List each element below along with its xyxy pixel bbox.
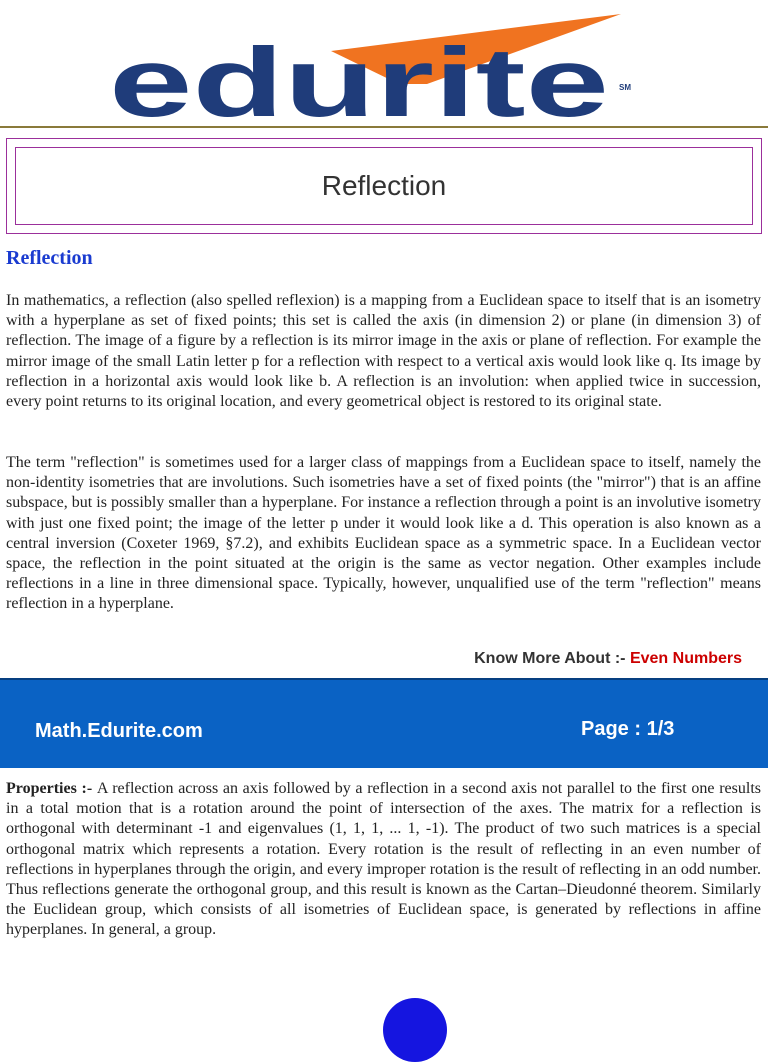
- even-numbers-link[interactable]: Even Numbers: [629, 650, 742, 667]
- paragraph-properties: [6, 779, 761, 941]
- properties-label: Properties :-: [6, 780, 97, 797]
- logo-service-mark: SM: [619, 83, 631, 92]
- paragraph-term-usage: The term "reflection" is sometimes used for a larger class of mappings from a Euclidean space to itself, namely the non-identity isometries that are involutions. Such isometries have a set of fixed points (the "mirror") that is an affine subspace, but is possibly smaller than a hyperplane. For instance a reflection through a point is an involutive isometry with just one fixed point; the image of the letter p under it would look like a d. This operation is also known as a central inversion (Coxeter 1969, §7.2), and exhibits Euclidean space as a symmetric space. In a Euclidean vector space, the reflection in the point situated at the origin is the same as vector negation. Other examples include reflections in a line in three dimensional space. Typically, however, unqualified use of the term "reflection" means reflection in a hyperplane.: [6, 454, 761, 613]
- know-more-label: Know More About :-: [474, 650, 630, 667]
- section-heading: Reflection: [6, 247, 93, 269]
- edurite-logo-graphic: [109, 6, 647, 124]
- header-divider: [0, 126, 768, 128]
- logo-wordmark: edurite: [109, 27, 609, 124]
- edurite-logo[interactable]: [109, 6, 647, 124]
- title-box: [6, 138, 762, 234]
- page-title: Reflection: [321, 170, 447, 201]
- blue-circle-decoration: [383, 998, 447, 1062]
- know-more: [474, 650, 742, 668]
- site-name[interactable]: Math.Edurite.com: [35, 720, 203, 742]
- page-number: Page : 1/3: [581, 718, 675, 740]
- page-banner: [0, 678, 768, 768]
- properties-text: A reflection across an axis followed by a reflection in a second axis not parallel to the first one results in a total motion that is a rotation around the point of intersection of the axes. The matrix for a reflection is orthogonal with determinant -1 and eigenvalues (1, 1, 1, ... 1, -1). The product of two such matrices is a special orthogonal matrix which represents a rotation. Every rotation is the result of reflecting in an even number of reflections in hyperplanes through the origin, and every improper rotation is the result of reflecting in an odd number. Thus reflections generate the orthogonal group, and this result is known as the Cartan–Dieudonné theorem. Similarly the Euclidean group, which consists of all isometries of Euclidean space, is generated by reflections in affine hyperplanes. In general, a group.: [6, 780, 761, 939]
- title-box-inner: [15, 147, 753, 225]
- paragraph-definition: In mathematics, a reflection (also spelled reflexion) is a mapping from a Euclidean space to itself that is an isometry with a hyperplane as set of fixed points; this set is called the axis (in dimension 2) or plane (in dimension 3) of reflection. The image of a figure by a reflection is its mirror image in the axis or plane of reflection. For example the mirror image of the small Latin letter p for a reflection with respect to a vertical axis would look like q. Its image by reflection in a horizontal axis would look like b. A reflection is an involution: when applied twice in succession, every point returns to its original location, and every geometrical object is restored to its original state.: [6, 292, 761, 411]
